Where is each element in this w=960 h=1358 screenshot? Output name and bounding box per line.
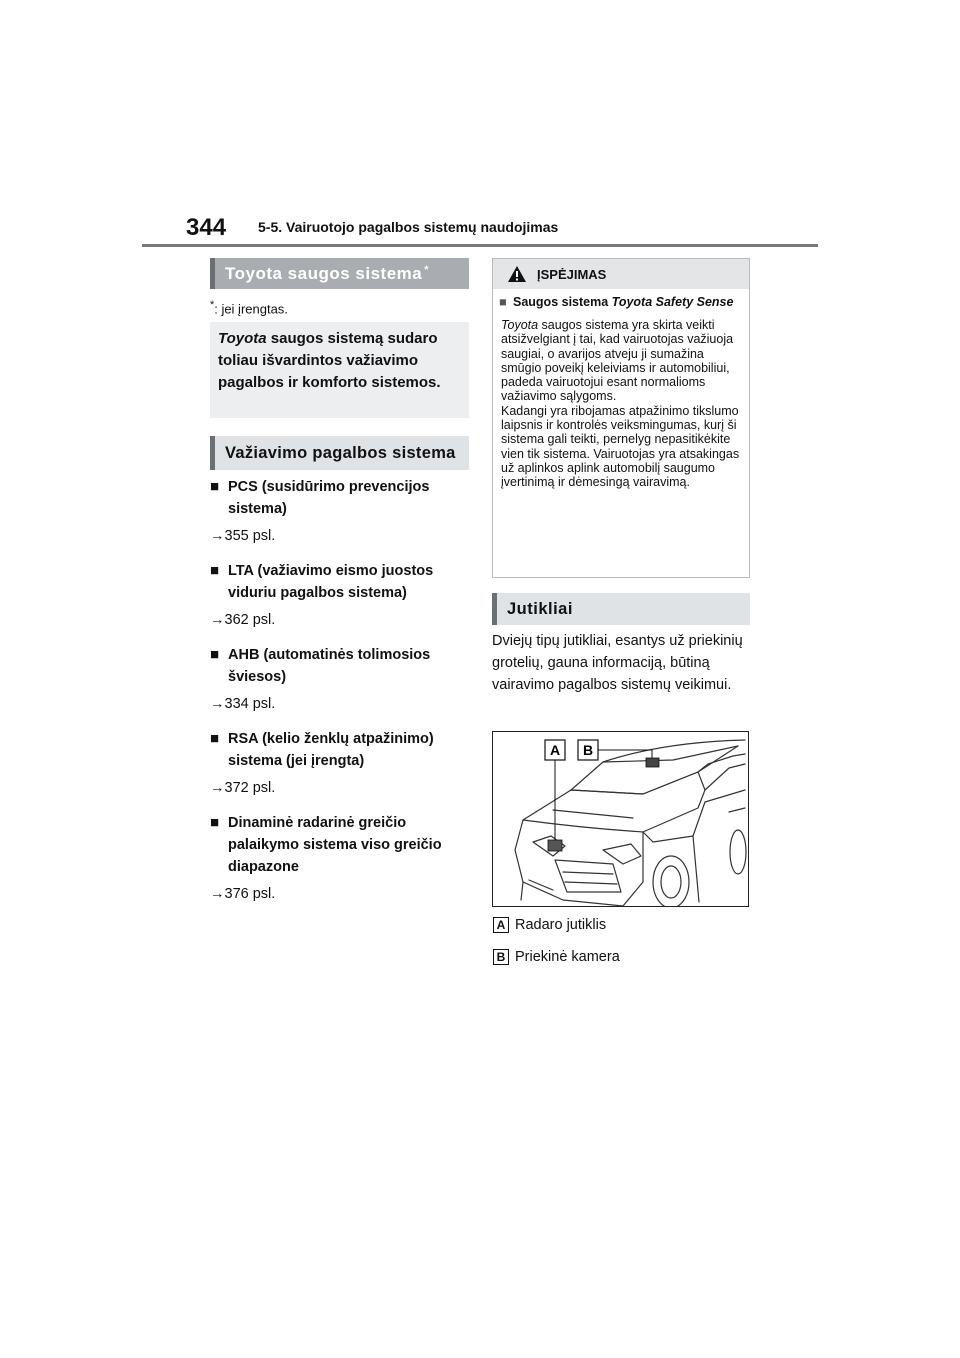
legend-key: B xyxy=(493,949,509,965)
radar-sensor-marker xyxy=(548,840,562,851)
warning-heading: ĮSPĖJIMAS xyxy=(537,266,607,282)
vehicle-sensor-illustration xyxy=(492,731,749,907)
footnote xyxy=(210,299,288,316)
bullet-square-icon: ■ xyxy=(210,646,220,663)
figure-label-a: A xyxy=(549,742,561,758)
front-camera-marker xyxy=(646,758,659,767)
sensors-heading-text: Jutikliai xyxy=(507,599,573,618)
warning-triangle-icon xyxy=(507,265,527,283)
section-heading-mark: * xyxy=(424,263,430,276)
intro-box xyxy=(210,322,469,418)
item-title: Dinaminė radarinė greičio palaikymo sistema viso greičio diapazone xyxy=(228,815,442,875)
subsection-heading-text: Važiavimo pagalbos sistema xyxy=(225,443,456,462)
item-title: PCS (susidūrimo prevencijos sistema) xyxy=(228,479,430,517)
intro-brand: Toyota xyxy=(218,330,267,347)
system-list xyxy=(210,476,470,918)
bullet-square-icon: ■ xyxy=(499,295,507,309)
footnote-text: : jei įrengtas. xyxy=(214,301,288,317)
warning-box xyxy=(492,258,750,578)
legend-text: Radaro jutiklis xyxy=(515,917,607,933)
page-reference[interactable]: →372 psl. xyxy=(210,780,276,796)
warning-sub-prefix: Saugos sistema xyxy=(513,295,612,309)
bullet-square-icon: ■ xyxy=(210,730,220,747)
list-item xyxy=(210,560,470,630)
bullet-square-icon: ■ xyxy=(210,814,220,831)
car-illustration xyxy=(493,732,749,907)
warning-body-text-2: Kadangi yra ribojamas atpažinimo tikslumo laipsnis ir kontrolės veiksmingumas, kurį ši sistema gali teikti, pernelyg nepasitikėkite vien tik sistema. Vairuotojas yra atsakingas už aplinkos aplink automobilį saugumo įvertinimą ir dėmesingą vairavimą. xyxy=(501,403,740,490)
page-reference[interactable]: →355 psl. xyxy=(210,528,276,544)
legend-item xyxy=(493,949,620,965)
warning-body-text: saugos sistema yra skirta veikti atsižvelgiant į tai, kad vairuotojas važiuoja saugiai, o avarijos atveju ji sumažina smūgio poveikį keleiviams ir automobiliui, padeda vairuotojui esant normalioms važiavimo sąlygoms. xyxy=(501,318,734,404)
warning-sub-brand: Toyota Safety Sense xyxy=(611,295,734,309)
item-title: LTA (važiavimo eismo juostos viduriu pagalbos sistema) xyxy=(228,563,434,601)
item-title: RSA (kelio ženklų atpažinimo) sistema (jei įrengta) xyxy=(228,731,434,769)
list-item xyxy=(210,812,470,904)
section-heading-text: Toyota saugos sistema xyxy=(225,263,423,283)
list-item xyxy=(210,476,470,546)
sensors-description: Dviejų tipų jutikliai, esantys už priekinių grotelių, gauna informaciją, būtiną vairavimo pagalbos sistemų veikimui. xyxy=(492,633,743,693)
warning-body-brand: Toyota xyxy=(501,318,539,332)
page-reference[interactable]: →334 psl. xyxy=(210,696,276,712)
legend-text: Priekinė kamera xyxy=(515,949,620,965)
page-reference[interactable]: →376 psl. xyxy=(210,886,276,902)
subsection-heading xyxy=(210,436,469,470)
legend-item xyxy=(493,917,606,933)
header-divider xyxy=(142,244,818,247)
page-reference[interactable]: →362 psl. xyxy=(210,612,276,628)
list-item xyxy=(210,644,470,714)
warning-subheading xyxy=(493,289,749,310)
page-number: 344 xyxy=(186,214,227,241)
intro-text: saugos sistemą sudaro toliau išvardintos važiavimo pagalbos ir komforto sistemos. xyxy=(218,330,441,391)
bullet-square-icon: ■ xyxy=(210,562,220,579)
item-title: AHB (automatinės tolimosios šviesos) xyxy=(228,647,431,685)
footnote-mark: * xyxy=(210,299,215,311)
list-item xyxy=(210,728,470,798)
bullet-square-icon: ■ xyxy=(210,478,220,495)
warning-body xyxy=(493,310,749,490)
sensors-heading xyxy=(492,593,750,625)
figure-label-b: B xyxy=(582,742,594,758)
warning-header xyxy=(493,259,749,289)
legend-key: A xyxy=(493,917,509,933)
chapter-title: 5-5. Vairuotojo pagalbos sistemų naudojimas xyxy=(258,219,559,235)
section-heading xyxy=(210,258,469,289)
